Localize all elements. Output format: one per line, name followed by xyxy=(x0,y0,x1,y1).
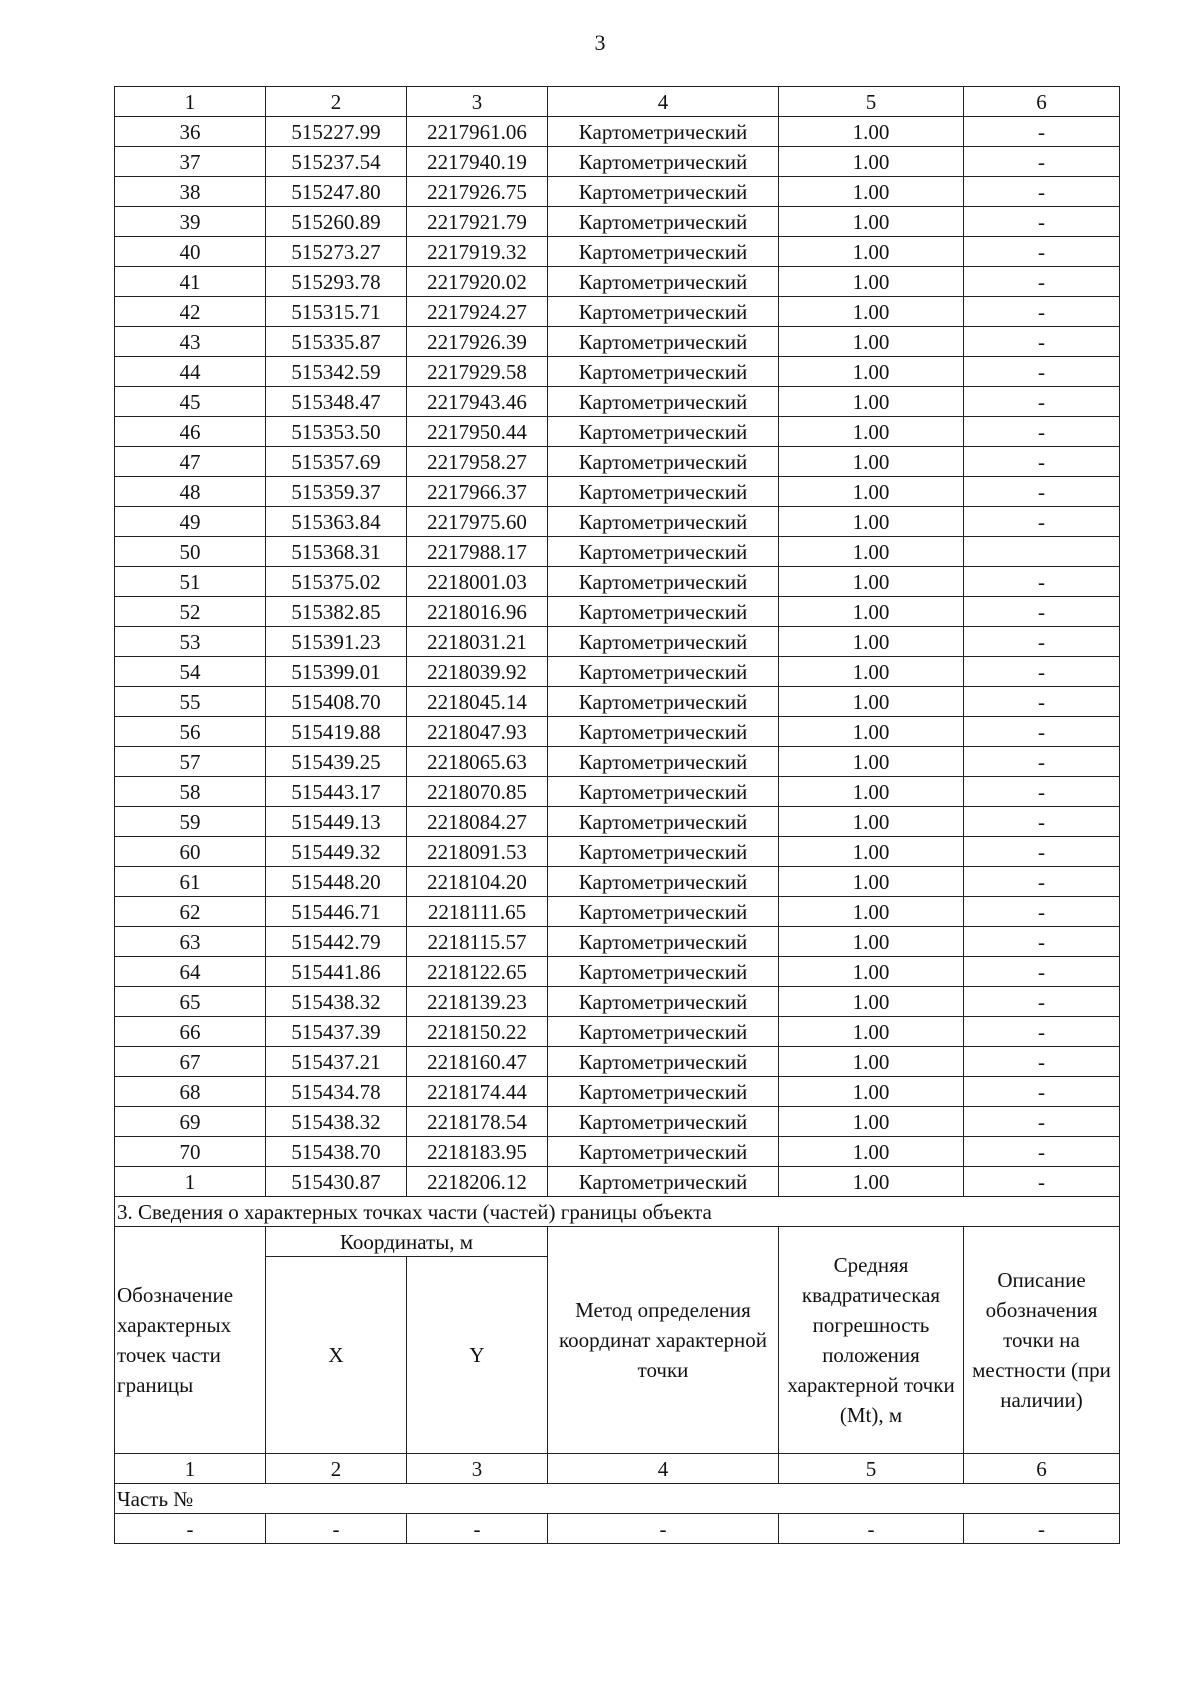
point-description: - xyxy=(964,717,1120,747)
point-description: - xyxy=(964,867,1120,897)
coord-x: 515449.32 xyxy=(266,837,407,867)
table-row xyxy=(115,807,1120,837)
mean-error: 1.00 xyxy=(779,957,964,987)
point-description: - xyxy=(964,147,1120,177)
table-row xyxy=(115,747,1120,777)
coord-y: 2218045.14 xyxy=(407,687,548,717)
point-description: - xyxy=(964,777,1120,807)
table-row xyxy=(115,687,1120,717)
point-description: - xyxy=(964,1137,1120,1167)
mean-error: 1.00 xyxy=(779,567,964,597)
coord-y: 2218122.65 xyxy=(407,957,548,987)
method: Картометрический xyxy=(548,417,779,447)
point-number: 48 xyxy=(115,477,266,507)
point-number: 66 xyxy=(115,1017,266,1047)
mean-error: 1.00 xyxy=(779,417,964,447)
mean-error: 1.00 xyxy=(779,687,964,717)
mean-error: 1.00 xyxy=(779,117,964,147)
method: Картометрический xyxy=(548,807,779,837)
coord-y: 2218178.54 xyxy=(407,1107,548,1137)
point-number: 40 xyxy=(115,237,266,267)
method: Картометрический xyxy=(548,1107,779,1137)
point-number: 37 xyxy=(115,147,266,177)
point-description: - xyxy=(964,897,1120,927)
method: Картометрический xyxy=(548,717,779,747)
point-description: - xyxy=(964,117,1120,147)
column-number: 3 xyxy=(407,87,548,117)
header-designation xyxy=(115,1227,266,1454)
mean-error: 1.00 xyxy=(779,597,964,627)
method: Картометрический xyxy=(548,1047,779,1077)
column-number: 3 xyxy=(407,1454,548,1484)
method: Картометрический xyxy=(548,777,779,807)
point-description: - xyxy=(964,1077,1120,1107)
mean-error: 1.00 xyxy=(779,927,964,957)
table-row xyxy=(115,477,1120,507)
coord-y: 2218139.23 xyxy=(407,987,548,1017)
point-description: - xyxy=(964,927,1120,957)
coord-x: 515293.78 xyxy=(266,267,407,297)
coord-x: 515335.87 xyxy=(266,327,407,357)
point-number: 1 xyxy=(115,1167,266,1197)
coord-x: 515430.87 xyxy=(266,1167,407,1197)
table-row xyxy=(115,267,1120,297)
table-row xyxy=(115,717,1120,747)
section-3-body xyxy=(115,1197,1120,1544)
mean-error: 1.00 xyxy=(779,1137,964,1167)
coord-x: 515357.69 xyxy=(266,447,407,477)
method: Картометрический xyxy=(548,267,779,297)
table-row xyxy=(115,987,1120,1017)
mean-error: 1.00 xyxy=(779,297,964,327)
mean-error: 1.00 xyxy=(779,237,964,267)
mean-error: 1.00 xyxy=(779,447,964,477)
column-number: 4 xyxy=(548,1454,779,1484)
section-3-header-row-1 xyxy=(115,1227,1120,1257)
method: Картометрический xyxy=(548,1137,779,1167)
table-row xyxy=(115,597,1120,627)
empty-cell: - xyxy=(266,1514,407,1544)
method: Картометрический xyxy=(548,357,779,387)
coord-y: 2218084.27 xyxy=(407,807,548,837)
table-row xyxy=(115,957,1120,987)
mean-error: 1.00 xyxy=(779,867,964,897)
method: Картометрический xyxy=(548,987,779,1017)
point-description: - xyxy=(964,207,1120,237)
coordinates-table-body xyxy=(115,87,1120,1197)
point-number: 64 xyxy=(115,957,266,987)
point-number: 58 xyxy=(115,777,266,807)
method: Картометрический xyxy=(548,927,779,957)
point-number: 59 xyxy=(115,807,266,837)
point-description: - xyxy=(964,1107,1120,1137)
section-3-empty-row xyxy=(115,1514,1120,1544)
table-row xyxy=(115,117,1120,147)
empty-cell: - xyxy=(115,1514,266,1544)
coord-y: 2217924.27 xyxy=(407,297,548,327)
coord-x: 515434.78 xyxy=(266,1077,407,1107)
mean-error: 1.00 xyxy=(779,147,964,177)
coord-y: 2218174.44 xyxy=(407,1077,548,1107)
point-description: - xyxy=(964,807,1120,837)
mean-error: 1.00 xyxy=(779,267,964,297)
method: Картометрический xyxy=(548,957,779,987)
coord-y: 2217926.75 xyxy=(407,177,548,207)
part-label-row xyxy=(115,1484,1120,1514)
method: Картометрический xyxy=(548,237,779,267)
point-number: 41 xyxy=(115,267,266,297)
table-row xyxy=(115,627,1120,657)
method: Картометрический xyxy=(548,327,779,357)
point-description: - xyxy=(964,1017,1120,1047)
method: Картометрический xyxy=(548,147,779,177)
table-row xyxy=(115,507,1120,537)
point-number: 44 xyxy=(115,357,266,387)
point-number: 67 xyxy=(115,1047,266,1077)
coord-y: 2217988.17 xyxy=(407,537,548,567)
point-number: 46 xyxy=(115,417,266,447)
coord-x: 515438.32 xyxy=(266,987,407,1017)
coord-y: 2218104.20 xyxy=(407,867,548,897)
point-description xyxy=(964,537,1120,567)
coord-x: 515363.84 xyxy=(266,507,407,537)
coord-y: 2218047.93 xyxy=(407,717,548,747)
coord-y: 2218160.47 xyxy=(407,1047,548,1077)
point-description: - xyxy=(964,957,1120,987)
point-number: 65 xyxy=(115,987,266,1017)
coord-x: 515439.25 xyxy=(266,747,407,777)
point-number: 53 xyxy=(115,627,266,657)
coord-y: 2217920.02 xyxy=(407,267,548,297)
page-number: 3 xyxy=(594,30,606,55)
point-number: 55 xyxy=(115,687,266,717)
table-row xyxy=(115,447,1120,477)
table-row xyxy=(115,147,1120,177)
section-3-title: 3. Сведения о характерных точках части (частей) границы объекта xyxy=(115,1197,1120,1227)
column-number: 5 xyxy=(779,87,964,117)
mean-error: 1.00 xyxy=(779,747,964,777)
coord-y: 2218065.63 xyxy=(407,747,548,777)
column-number: 1 xyxy=(115,87,266,117)
point-description: - xyxy=(964,837,1120,867)
coord-y: 2217940.19 xyxy=(407,147,548,177)
table-row xyxy=(115,567,1120,597)
header-y: Y xyxy=(407,1257,548,1454)
point-description: - xyxy=(964,987,1120,1017)
table-row xyxy=(115,537,1120,567)
method: Картометрический xyxy=(548,297,779,327)
coord-x: 515260.89 xyxy=(266,207,407,237)
coord-y: 2218070.85 xyxy=(407,777,548,807)
coord-x: 515449.13 xyxy=(266,807,407,837)
coord-y: 2218206.12 xyxy=(407,1167,548,1197)
point-number: 38 xyxy=(115,177,266,207)
coord-x: 515419.88 xyxy=(266,717,407,747)
point-number: 68 xyxy=(115,1077,266,1107)
table-row xyxy=(115,1137,1120,1167)
header-x: X xyxy=(266,1257,407,1454)
method: Картометрический xyxy=(548,447,779,477)
method: Картометрический xyxy=(548,207,779,237)
table-row xyxy=(115,357,1120,387)
coord-y: 2218091.53 xyxy=(407,837,548,867)
coord-y: 2217921.79 xyxy=(407,207,548,237)
coord-y: 2217966.37 xyxy=(407,477,548,507)
point-description: - xyxy=(964,417,1120,447)
coord-x: 515359.37 xyxy=(266,477,407,507)
header-coordinates: Координаты, м xyxy=(266,1227,548,1257)
table-row xyxy=(115,897,1120,927)
table-row xyxy=(115,297,1120,327)
point-description: - xyxy=(964,1047,1120,1077)
point-description: - xyxy=(964,687,1120,717)
mean-error: 1.00 xyxy=(779,1017,964,1047)
point-description: - xyxy=(964,297,1120,327)
table-row xyxy=(115,777,1120,807)
method: Картометрический xyxy=(548,897,779,927)
column-number: 2 xyxy=(266,1454,407,1484)
point-description: - xyxy=(964,597,1120,627)
method: Картометрический xyxy=(548,597,779,627)
table-row xyxy=(115,327,1120,357)
point-number: 45 xyxy=(115,387,266,417)
table-row xyxy=(115,1047,1120,1077)
coord-y: 2217919.32 xyxy=(407,237,548,267)
point-number: 60 xyxy=(115,837,266,867)
method: Картометрический xyxy=(548,867,779,897)
method: Картометрический xyxy=(548,387,779,417)
column-number: 4 xyxy=(548,87,779,117)
coord-x: 515442.79 xyxy=(266,927,407,957)
empty-cell: - xyxy=(407,1514,548,1544)
column-number: 1 xyxy=(115,1454,266,1484)
coord-y: 2217961.06 xyxy=(407,117,548,147)
column-number: 6 xyxy=(964,87,1120,117)
mean-error: 1.00 xyxy=(779,627,964,657)
mean-error: 1.00 xyxy=(779,717,964,747)
coord-y: 2218115.57 xyxy=(407,927,548,957)
header-mt: Средняя квадратическая погрешность положения характерной точки (Mt), м xyxy=(779,1227,964,1454)
header-method: Метод определения координат характерной точки xyxy=(548,1227,779,1454)
coord-x: 515441.86 xyxy=(266,957,407,987)
section-3-title-row xyxy=(115,1197,1120,1227)
method: Картометрический xyxy=(548,1167,779,1197)
table-row xyxy=(115,207,1120,237)
point-number: 52 xyxy=(115,597,266,627)
table-row xyxy=(115,177,1120,207)
mean-error: 1.00 xyxy=(779,777,964,807)
point-number: 69 xyxy=(115,1107,266,1137)
point-number: 50 xyxy=(115,537,266,567)
coord-x: 515438.70 xyxy=(266,1137,407,1167)
empty-cell: - xyxy=(779,1514,964,1544)
point-number: 63 xyxy=(115,927,266,957)
part-label: Часть № xyxy=(115,1484,1120,1514)
coord-x: 515227.99 xyxy=(266,117,407,147)
mean-error: 1.00 xyxy=(779,897,964,927)
mean-error: 1.00 xyxy=(779,477,964,507)
point-description: - xyxy=(964,627,1120,657)
point-description: - xyxy=(964,1167,1120,1197)
mean-error: 1.00 xyxy=(779,507,964,537)
point-number: 47 xyxy=(115,447,266,477)
coord-y: 2217950.44 xyxy=(407,417,548,447)
point-number: 42 xyxy=(115,297,266,327)
coord-x: 515382.85 xyxy=(266,597,407,627)
table-row xyxy=(115,1017,1120,1047)
point-number: 54 xyxy=(115,657,266,687)
column-number: 6 xyxy=(964,1454,1120,1484)
table-row xyxy=(115,1167,1120,1197)
column-number: 5 xyxy=(779,1454,964,1484)
table-row xyxy=(115,867,1120,897)
coord-y: 2218039.92 xyxy=(407,657,548,687)
mean-error: 1.00 xyxy=(779,1077,964,1107)
point-number: 61 xyxy=(115,867,266,897)
point-description: - xyxy=(964,507,1120,537)
mean-error: 1.00 xyxy=(779,657,964,687)
point-number: 49 xyxy=(115,507,266,537)
method: Картометрический xyxy=(548,537,779,567)
column-number-row xyxy=(115,87,1120,117)
column-number: 2 xyxy=(266,87,407,117)
point-number: 36 xyxy=(115,117,266,147)
table-row xyxy=(115,1107,1120,1137)
point-description: - xyxy=(964,387,1120,417)
header-description: Описание обозначения точки на местности (при наличии) xyxy=(964,1227,1120,1454)
header-designation-text: Обозначение характерных точек части границы xyxy=(117,1283,234,1397)
coord-y: 2218001.03 xyxy=(407,567,548,597)
point-description: - xyxy=(964,267,1120,297)
table-row xyxy=(115,837,1120,867)
point-number: 56 xyxy=(115,717,266,747)
table-row xyxy=(115,1077,1120,1107)
point-number: 43 xyxy=(115,327,266,357)
method: Картометрический xyxy=(548,837,779,867)
point-description: - xyxy=(964,657,1120,687)
coord-x: 515391.23 xyxy=(266,627,407,657)
point-description: - xyxy=(964,237,1120,267)
point-description: - xyxy=(964,477,1120,507)
method: Картометрический xyxy=(548,177,779,207)
coord-y: 2218183.95 xyxy=(407,1137,548,1167)
mean-error: 1.00 xyxy=(779,1107,964,1137)
point-number: 70 xyxy=(115,1137,266,1167)
coord-x: 515375.02 xyxy=(266,567,407,597)
method: Картометрический xyxy=(548,627,779,657)
coord-x: 515443.17 xyxy=(266,777,407,807)
method: Картометрический xyxy=(548,657,779,687)
point-description: - xyxy=(964,747,1120,777)
coord-y: 2217926.39 xyxy=(407,327,548,357)
table-row xyxy=(115,927,1120,957)
coord-x: 515438.32 xyxy=(266,1107,407,1137)
coord-y: 2218031.21 xyxy=(407,627,548,657)
table-row xyxy=(115,387,1120,417)
method: Картометрический xyxy=(548,507,779,537)
point-description: - xyxy=(964,567,1120,597)
table-row xyxy=(115,657,1120,687)
coord-x: 515273.27 xyxy=(266,237,407,267)
coord-y: 2218150.22 xyxy=(407,1017,548,1047)
coord-x: 515446.71 xyxy=(266,897,407,927)
point-number: 57 xyxy=(115,747,266,777)
point-description: - xyxy=(964,447,1120,477)
method: Картометрический xyxy=(548,1077,779,1107)
empty-cell: - xyxy=(964,1514,1120,1544)
coord-x: 515368.31 xyxy=(266,537,407,567)
method: Картометрический xyxy=(548,1017,779,1047)
coord-y: 2217943.46 xyxy=(407,387,548,417)
mean-error: 1.00 xyxy=(779,207,964,237)
point-number: 62 xyxy=(115,897,266,927)
coord-x: 515437.39 xyxy=(266,1017,407,1047)
coord-x: 515448.20 xyxy=(266,867,407,897)
method: Картометрический xyxy=(548,567,779,597)
mean-error: 1.00 xyxy=(779,1167,964,1197)
point-description: - xyxy=(964,357,1120,387)
coord-x: 515247.80 xyxy=(266,177,407,207)
point-number: 39 xyxy=(115,207,266,237)
mean-error: 1.00 xyxy=(779,177,964,207)
coord-x: 515237.54 xyxy=(266,147,407,177)
mean-error: 1.00 xyxy=(779,537,964,567)
coord-x: 515437.21 xyxy=(266,1047,407,1077)
point-description: - xyxy=(964,177,1120,207)
coord-y: 2217975.60 xyxy=(407,507,548,537)
mean-error: 1.00 xyxy=(779,837,964,867)
coord-x: 515353.50 xyxy=(266,417,407,447)
mean-error: 1.00 xyxy=(779,807,964,837)
mean-error: 1.00 xyxy=(779,987,964,1017)
coordinates-table xyxy=(114,86,1120,1544)
coord-x: 515348.47 xyxy=(266,387,407,417)
point-number: 51 xyxy=(115,567,266,597)
coord-x: 515399.01 xyxy=(266,657,407,687)
mean-error: 1.00 xyxy=(779,1047,964,1077)
coord-y: 2217958.27 xyxy=(407,447,548,477)
coord-y: 2218016.96 xyxy=(407,597,548,627)
method: Картометрический xyxy=(548,477,779,507)
method: Картометрический xyxy=(548,687,779,717)
coord-y: 2218111.65 xyxy=(407,897,548,927)
coord-x: 515315.71 xyxy=(266,297,407,327)
mean-error: 1.00 xyxy=(779,327,964,357)
table-row xyxy=(115,237,1120,267)
empty-cell: - xyxy=(548,1514,779,1544)
table-row xyxy=(115,417,1120,447)
mean-error: 1.00 xyxy=(779,387,964,417)
section-3-column-number-row xyxy=(115,1454,1120,1484)
mean-error: 1.00 xyxy=(779,357,964,387)
coord-y: 2217929.58 xyxy=(407,357,548,387)
coord-x: 515342.59 xyxy=(266,357,407,387)
coord-x: 515408.70 xyxy=(266,687,407,717)
method: Картометрический xyxy=(548,117,779,147)
point-description: - xyxy=(964,327,1120,357)
method: Картометрический xyxy=(548,747,779,777)
